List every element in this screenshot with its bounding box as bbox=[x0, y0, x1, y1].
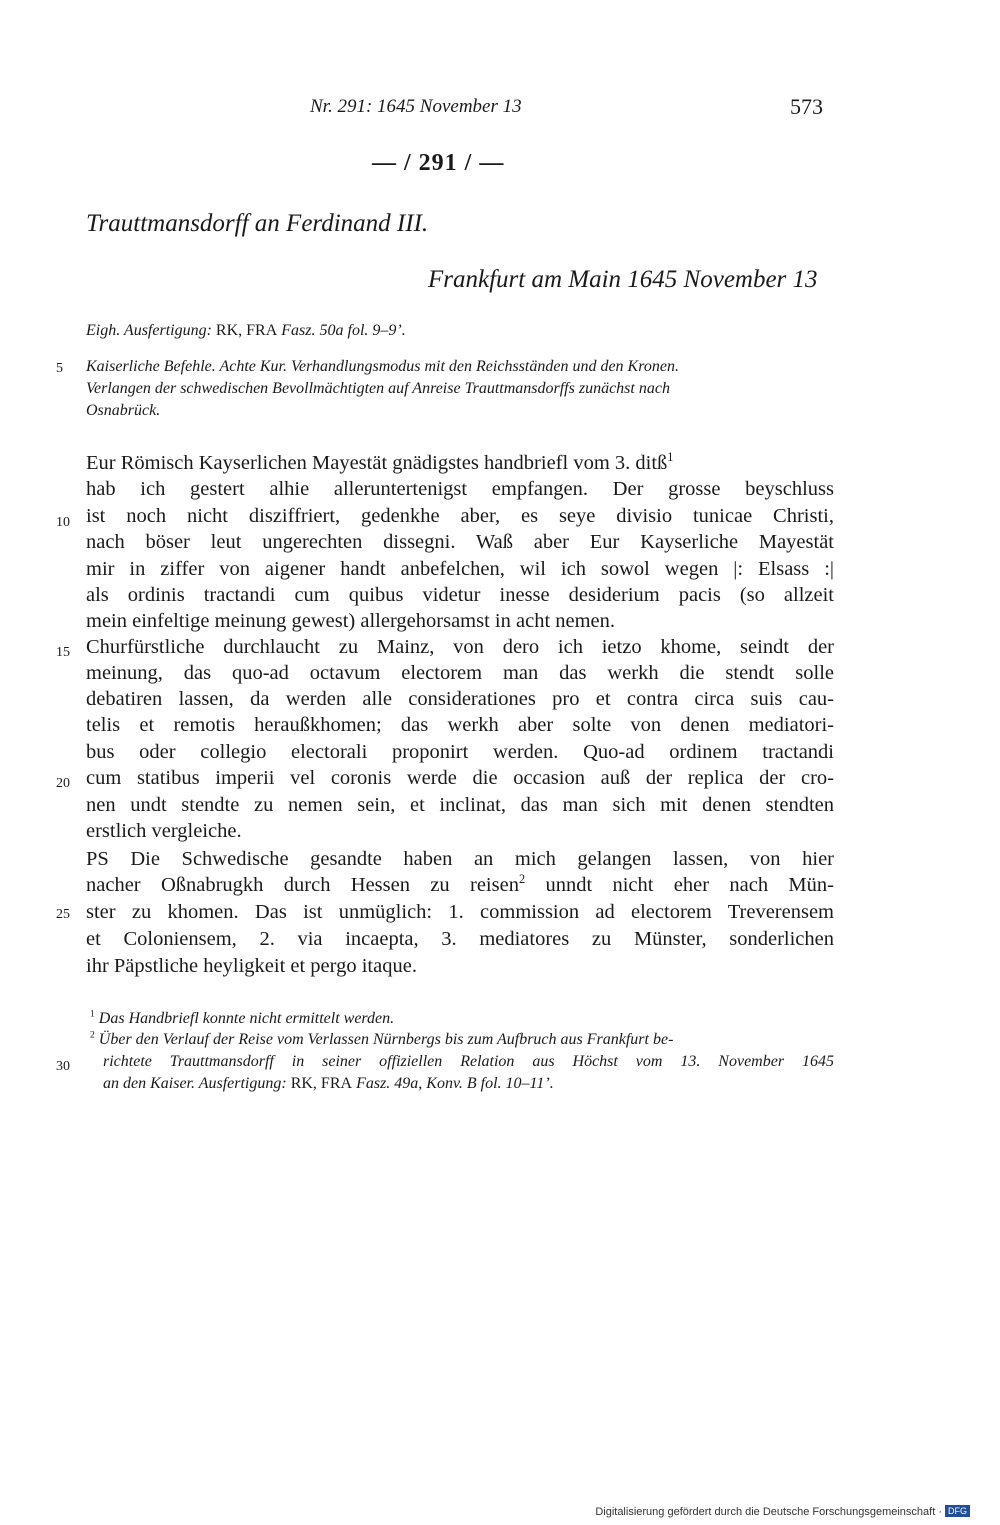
body-line: nacher Oßnabrugkh durch Hessen zu reisen$^2$ unndt nicht eher nach Mün- bbox=[86, 872, 834, 896]
running-head: Nr. 291: 1645 November 13 bbox=[310, 96, 522, 117]
line-number: 20 bbox=[56, 776, 70, 791]
regest-line: Kaiserliche Befehle. Achte Kur. Verhandlungsmodus mit den Reichsständen und den Kronen. bbox=[86, 358, 679, 375]
body-line: als ordinis tractandi cum quibus videtur inesse desiderium pacis (so allzeit bbox=[86, 584, 834, 606]
source-note bbox=[86, 322, 406, 340]
body-line: bus oder collegio electorali proponirt werden. Quo-ad ordinem tractandi bbox=[86, 741, 834, 763]
body-line: et Coloniensem, 2. via incaepta, 3. mediatores zu Münster, sonderlichen bbox=[86, 928, 834, 950]
footnote-marker: 2 bbox=[518, 872, 526, 887]
body-line: ster zu khomen. Das ist unmüglich: 1. commission ad electorem Treverensem bbox=[86, 901, 834, 923]
digitization-credit: Digitalisierung gefördert durch die Deutsche Forschungsgemeinschaft · DFG bbox=[595, 1505, 970, 1518]
footnote-1: $^1$ Das Handbriefl konnte nicht ermittelt werden. bbox=[90, 1008, 395, 1027]
line-number: 15 bbox=[56, 645, 70, 660]
page-number: 573 bbox=[790, 94, 823, 119]
dfg-logo: DFG bbox=[945, 1505, 970, 1517]
body-line: nen undt stendte zu nemen sein, et inclinat, das man sich mit denen stendten bbox=[86, 794, 834, 816]
body-line: hab ich gestert alhie alleruntertenigst empfangen. Der grosse beyschluss bbox=[86, 478, 834, 500]
body-line: Churfürstliche durchlaucht zu Mainz, von dero ich ietzo khome, seindt der bbox=[86, 636, 834, 658]
body-line: meinung, das quo-ad octavum electorem man das werkh die stendt solle bbox=[86, 662, 834, 684]
source-archive: RK, FRA bbox=[215, 322, 278, 339]
regest-line: Verlangen der schwedischen Bevollmächtigten auf Anreise Trauttmansdorffs zunächst nach bbox=[86, 380, 670, 397]
footnote-number: 1 bbox=[90, 1008, 95, 1020]
body-line: ist noch nicht disziffriert, gedenkhe aber, es seye divisio tunicae Christi, bbox=[86, 505, 834, 527]
footnote-2-line: richtete Trauttmansdorff in seiner offiziellen Relation aus Höchst vom 13. November 1645 bbox=[103, 1053, 834, 1070]
body-line: PS Die Schwedische gesandte haben an mich gelangen lassen, von hier bbox=[86, 848, 834, 870]
place-and-date: Frankfurt am Main 1645 November 13 bbox=[428, 266, 818, 293]
footnote-marker: 1 bbox=[667, 450, 674, 465]
source-location: Fasz. 50a fol. 9–9’. bbox=[281, 322, 406, 339]
body-line: nach böser leut ungerechten dissegni. Waß aber Eur Kayserliche Mayestät bbox=[86, 531, 834, 553]
line-number: 30 bbox=[56, 1059, 70, 1074]
body-line: mir in ziffer von aigener handt anbefelchen, wil ich sowol wegen |: Elsass :| bbox=[86, 558, 834, 580]
body-line: mein einfeltige meinung gewest) allergehorsamst in acht nemen. bbox=[86, 610, 616, 632]
body-line: cum statibus imperii vel coronis werde die occasion auß der replica der cro- bbox=[86, 767, 834, 789]
regest-line: Osnabrück. bbox=[86, 402, 161, 419]
footnote-2-line: an den Kaiser. Ausfertigung: RK, FRA Fasz. 49a, Konv. B fol. 10–11’. bbox=[103, 1075, 554, 1092]
body-line: telis et remotis heraußkhomen; das werkh aber solte von denen mediatori- bbox=[86, 714, 834, 736]
line-number: 25 bbox=[56, 907, 70, 922]
line-number: 5 bbox=[56, 361, 63, 376]
body-line: ihr Päpstliche heyligkeit et pergo itaque. bbox=[86, 955, 417, 977]
document-number: — / 291 / — bbox=[372, 150, 505, 176]
body-line: Eur Römisch Kayserlichen Mayestät gnädigstes handbriefl vom 3. ditß$^1$ bbox=[86, 450, 674, 474]
document-title: Trauttmansdorff an Ferdinand III. bbox=[86, 210, 429, 237]
source-label: Eigh. Ausfertigung: bbox=[86, 322, 212, 339]
body-line: erstlich vergleiche. bbox=[86, 820, 242, 842]
line-number: 10 bbox=[56, 515, 70, 530]
footnote-2: $^2$ Über den Verlauf der Reise vom Verlassen Nürnbergs bis zum Aufbruch aus Frankfurt be- bbox=[90, 1029, 674, 1048]
body-line: debatiren lassen, da werden alle considerationes pro et contra circa suis cau- bbox=[86, 688, 834, 710]
footnote-number: 2 bbox=[90, 1029, 95, 1041]
